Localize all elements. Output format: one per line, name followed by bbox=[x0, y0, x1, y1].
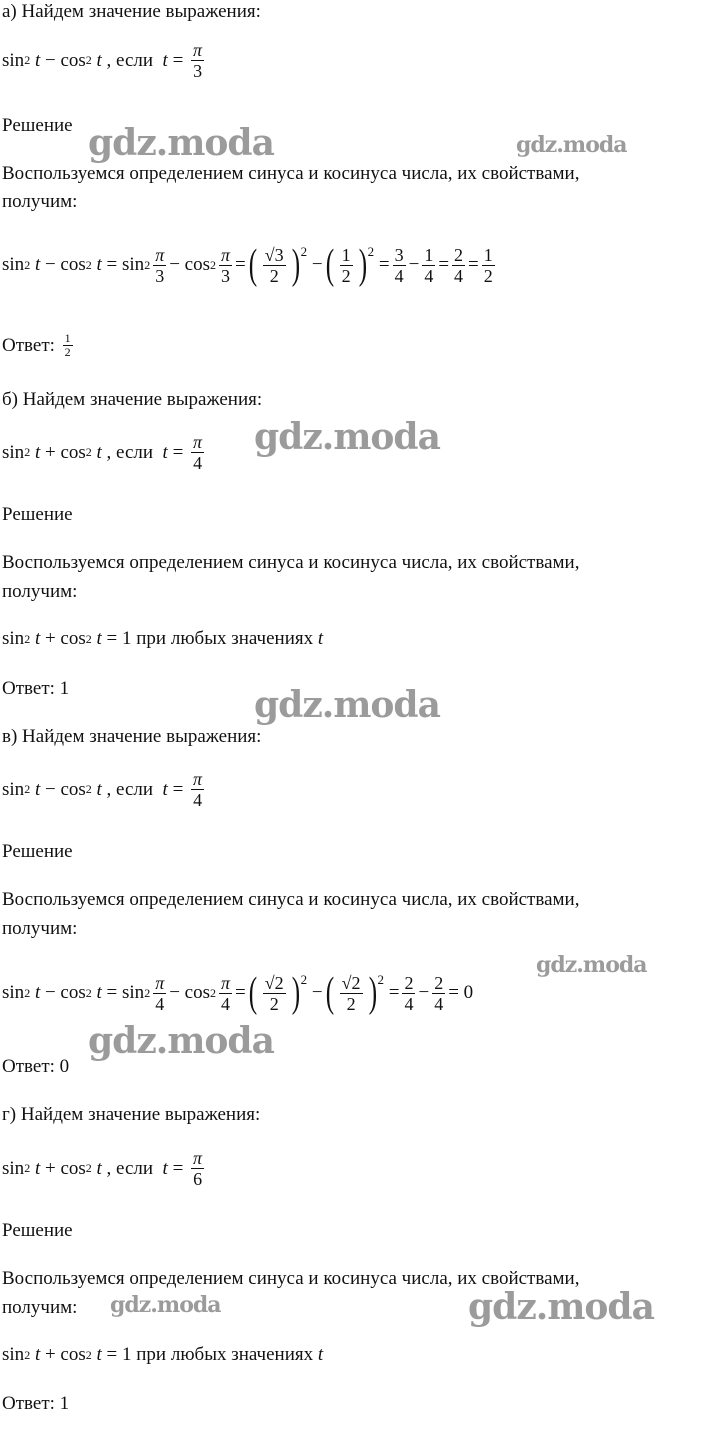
identity-b: sin 2 t + cos 2 t = 1 при любых значениях t bbox=[2, 628, 324, 649]
answer-b: Ответ: 1 bbox=[2, 678, 70, 699]
text-c-1: Воспользуемся определением синуса и косинуса числа, их свойствами, bbox=[2, 889, 580, 910]
heading-d: г) Найдем значение выражения: bbox=[2, 1104, 261, 1125]
solution-a: Решение bbox=[2, 115, 73, 136]
answer-d: Ответ: 1 bbox=[2, 1393, 70, 1414]
solution-b: Решение bbox=[2, 504, 73, 525]
watermark: gdz.moda bbox=[88, 1020, 274, 1062]
watermark: gdz.moda bbox=[110, 1292, 221, 1318]
watermark: gdz.moda bbox=[516, 132, 627, 158]
text-c-2: получим: bbox=[2, 918, 78, 939]
solution-d: Решение bbox=[2, 1220, 73, 1241]
heading-b: б) Найдем значение выражения: bbox=[2, 389, 263, 410]
watermark: gdz.moda bbox=[88, 122, 274, 164]
calculation-c: sin 2 t − cos 2 t = sin 2 $\frac{\pi}{4}$ − cos 2 $\frac{\pi}{4}$ = ( $\frac{√2}{2}$ ) 2 − ( $\frac{√2}{2}$ ) 2 = $\frac{2}{4}$ − $\frac{2}{4}$ = 0 bbox=[2, 970, 474, 1016]
heading-c: в) Найдем значение выражения: bbox=[2, 726, 262, 747]
calculation-a: sin 2 t − cos 2 t = sin 2 $\frac{\pi}{3}$ − cos 2 $\frac{\pi}{3}$ = ( $\frac{√3}{2}$ ) 2 − ( $\frac{1}{2}$ ) 2 = $\frac{3}{4}$ − $\frac{1}{4}$ = $\frac{2}{4}$ = $\frac{1}{2}$ bbox=[2, 242, 493, 288]
text-a-1: Воспользуемся определением синуса и косинуса числа, их свойствами, bbox=[2, 163, 580, 184]
text-a-2: получим: bbox=[2, 191, 78, 212]
expression-a: sin 2 t − cos 2 t , если t = $\frac{\pi}{3}$ bbox=[2, 40, 203, 81]
identity-d: sin 2 t + cos 2 t = 1 при любых значениях t bbox=[2, 1344, 324, 1365]
watermark: gdz.moda bbox=[468, 1286, 654, 1328]
expression-c: sin 2 t − cos 2 t , если t = $\frac{\pi}{4}$ bbox=[2, 769, 203, 810]
text-b-2: получим: bbox=[2, 581, 78, 602]
watermark: gdz.moda bbox=[254, 416, 440, 458]
text-d-2: получим: bbox=[2, 1297, 78, 1318]
solution-c: Решение bbox=[2, 841, 73, 862]
answer-a: Ответ: $\frac{1}{2}$ bbox=[2, 331, 71, 359]
expression-b: sin 2 t + cos 2 t , если t = $\frac{\pi}{4}$ bbox=[2, 432, 203, 473]
heading-a: а) Найдем значение выражения: bbox=[2, 1, 261, 22]
watermark: gdz.moda bbox=[536, 952, 647, 978]
answer-c: Ответ: 0 bbox=[2, 1056, 70, 1077]
text-d-1: Воспользуемся определением синуса и косинуса числа, их свойствами, bbox=[2, 1268, 580, 1289]
expression-d: sin 2 t + cos 2 t , если t = $\frac{\pi}{6}$ bbox=[2, 1148, 203, 1189]
watermark: gdz.moda bbox=[254, 684, 440, 726]
text-b-1: Воспользуемся определением синуса и косинуса числа, их свойствами, bbox=[2, 552, 580, 573]
